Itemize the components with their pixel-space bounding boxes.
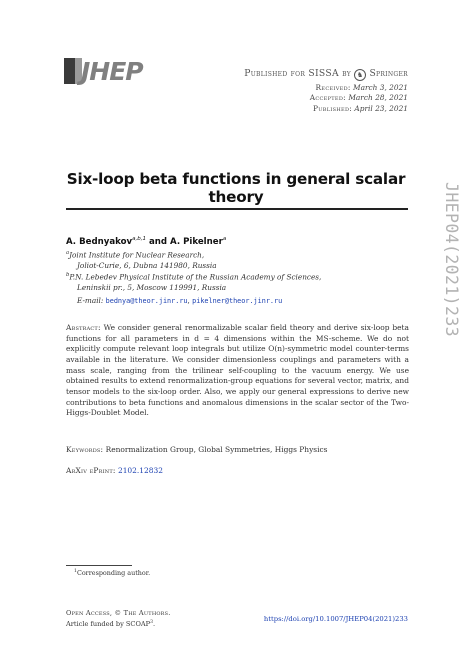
email-line: E-mail: bednya@theor.jinr.ru, pikelner@theor.jinr.ru xyxy=(77,296,283,305)
logo-text: JHEP xyxy=(81,57,143,86)
doi-link[interactable]: https://doi.org/10.1007/JHEP04(2021)233 xyxy=(263,615,408,623)
author-line xyxy=(66,236,226,247)
affiliation-b: $^b$P.N. Lebedev Physical Institute of the Russian Academy of Sciences, Leninskii pr., 5, Moscow 119991, Russia xyxy=(66,272,322,293)
publisher-name: Springer xyxy=(369,68,408,79)
footnote-rule xyxy=(66,565,132,566)
arxiv-link[interactable]: 2102.12832 xyxy=(117,466,163,475)
email-bednyakov[interactable]: bednya@theor.jinr.ru xyxy=(105,297,188,305)
funding-line: Article funded by SCOAP$^3$. xyxy=(66,620,156,629)
author-pikelner: A. Pikelner xyxy=(170,236,223,247)
side-identifier: JHEP04(2021)233 xyxy=(442,182,461,338)
email-pikelner[interactable]: pikelner@theor.jinr.ru xyxy=(192,297,283,305)
keywords-label: Keywords: xyxy=(66,445,104,454)
email-label: E-mail: xyxy=(77,296,104,305)
footnote xyxy=(74,569,150,577)
publication-dates xyxy=(310,83,408,114)
abstract xyxy=(66,323,409,419)
abstract-text: We consider general renormalizable scalar field theory and derive six-loop beta functions for all parameters in d = 4 dimensions within the MS-scheme. We do not explicitly compute relevant loop integrals but utilize O(n)-symmetric model counter-terms available in the literature. We consider dimensionless couplings and parameters with a mass scale, ranging from the trilinear self-coupling to the vacuum energy. We use obtained results to extend renormalization-group equations for several vector, matrix, and tensor models to the six-loop order. Also, we apply our general expressions to derive new contributions to beta functions and anomalous dimensions in the scalar sector of the Two-Higgs-Doublet Model. xyxy=(66,323,409,418)
footnote-text: Corresponding author. xyxy=(76,569,151,578)
license-footer xyxy=(66,608,171,629)
date-published: Published: April 23, 2021 xyxy=(312,103,408,113)
keywords-text: Renormalization Group, Global Symmetries, Higgs Physics xyxy=(105,445,328,454)
author-bednyakov: A. Bednyakov xyxy=(66,236,133,247)
published-for-text: Published for SISSA by xyxy=(244,68,351,79)
springer-horse-icon: ♞ xyxy=(354,69,366,81)
logo-j-bar xyxy=(64,58,75,84)
author-bednyakov-affil: a,b,1 xyxy=(132,236,146,242)
date-accepted: Accepted: March 28, 2021 xyxy=(309,93,408,103)
abstract-label: Abstract: xyxy=(66,323,101,332)
published-line xyxy=(244,68,408,81)
title-rule xyxy=(66,208,408,210)
jhep-logo xyxy=(64,57,143,86)
keywords xyxy=(66,445,327,454)
paper-title: Six-loop beta functions in general scalar theory xyxy=(66,170,406,206)
arxiv-label: ArXiv ePrint: xyxy=(66,466,116,475)
affiliation-a: $^a$Joint Institute for Nuclear Research, Joliot-Curie, 6, Dubna 141980, Russia xyxy=(66,250,217,271)
open-access-line: Open Access, © The Authors. xyxy=(66,609,171,617)
date-received: Received: March 3, 2021 xyxy=(315,83,408,92)
author-pikelner-affil: a xyxy=(222,236,227,242)
footnote-mark: 1 xyxy=(74,569,77,574)
author-and: and xyxy=(148,236,168,247)
arxiv-eprint xyxy=(66,466,163,475)
